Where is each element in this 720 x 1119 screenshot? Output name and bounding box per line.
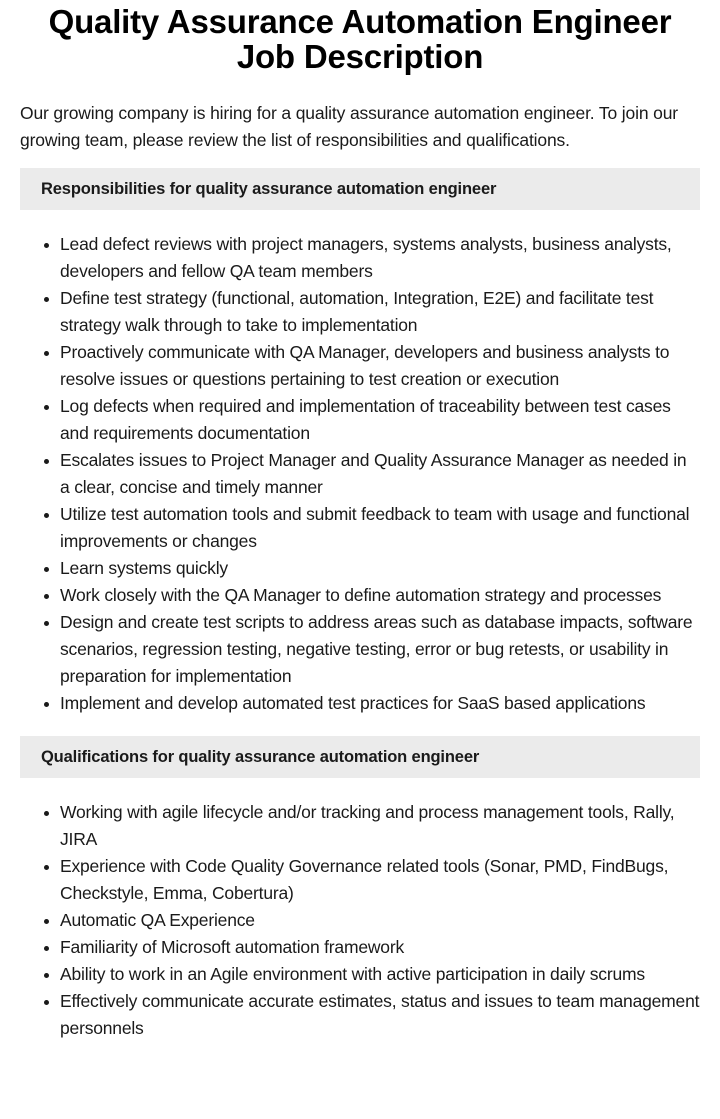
list-item: Design and create test scripts to address areas such as database impacts, software scenarios, regression testing, negative testing, error or bug retests, or usability in preparation for implementation (60, 609, 700, 690)
list-item: Working with agile lifecycle and/or tracking and process management tools, Rally, JIRA (60, 799, 700, 853)
list-item: Effectively communicate accurate estimates, status and issues to team management personnels (60, 988, 700, 1042)
bullet-icon (44, 919, 49, 924)
bullet-icon (44, 702, 49, 707)
list-item: Implement and develop automated test practices for SaaS based applications (60, 690, 700, 717)
responsibilities-list (20, 231, 700, 717)
list-item: Automatic QA Experience (60, 907, 700, 934)
bullet-icon (44, 811, 49, 816)
list-item: Experience with Code Quality Governance related tools (Sonar, PMD, FindBugs, Checkstyle, Emma, Cobertura) (60, 853, 700, 907)
list-item: Utilize test automation tools and submit feedback to team with usage and functional improvements or changes (60, 501, 700, 555)
list-item: Lead defect reviews with project managers, systems analysts, business analysts, developers and fellow QA team members (60, 231, 700, 285)
list-item: Learn systems quickly (60, 555, 700, 582)
list-item: Proactively communicate with QA Manager, developers and business analysts to resolve issues or questions pertaining to test creation or execution (60, 339, 700, 393)
intro-paragraph: Our growing company is hiring for a quality assurance automation engineer. To join our growing team, please review the list of responsibilities and qualifications. (20, 103, 678, 150)
bullet-icon (44, 297, 49, 302)
bullet-icon (44, 621, 49, 626)
bullet-icon (44, 946, 49, 951)
bullet-icon (44, 1000, 49, 1005)
list-item: Work closely with the QA Manager to define automation strategy and processes (60, 582, 700, 609)
responsibilities-heading: Responsibilities for quality assurance automation engineer (20, 168, 700, 210)
qualifications-list (20, 799, 700, 1042)
page-title: Quality Assurance Automation Engineer Job Description (48, 3, 672, 75)
bullet-icon (44, 865, 49, 870)
qualifications-heading: Qualifications for quality assurance automation engineer (20, 736, 700, 778)
bullet-icon (44, 459, 49, 464)
list-item: Define test strategy (functional, automation, Integration, E2E) and facilitate test strategy walk through to take to implementation (60, 285, 700, 339)
bullet-icon (44, 513, 49, 518)
bullet-icon (44, 594, 49, 599)
bullet-icon (44, 351, 49, 356)
list-item: Familiarity of Microsoft automation framework (60, 934, 700, 961)
bullet-icon (44, 973, 49, 978)
list-item: Escalates issues to Project Manager and Quality Assurance Manager as needed in a clear, concise and timely manner (60, 447, 700, 501)
list-item: Log defects when required and implementation of traceability between test cases and requirements documentation (60, 393, 700, 447)
bullet-icon (44, 243, 49, 248)
bullet-icon (44, 567, 49, 572)
bullet-icon (44, 405, 49, 410)
list-item: Ability to work in an Agile environment with active participation in daily scrums (60, 961, 700, 988)
